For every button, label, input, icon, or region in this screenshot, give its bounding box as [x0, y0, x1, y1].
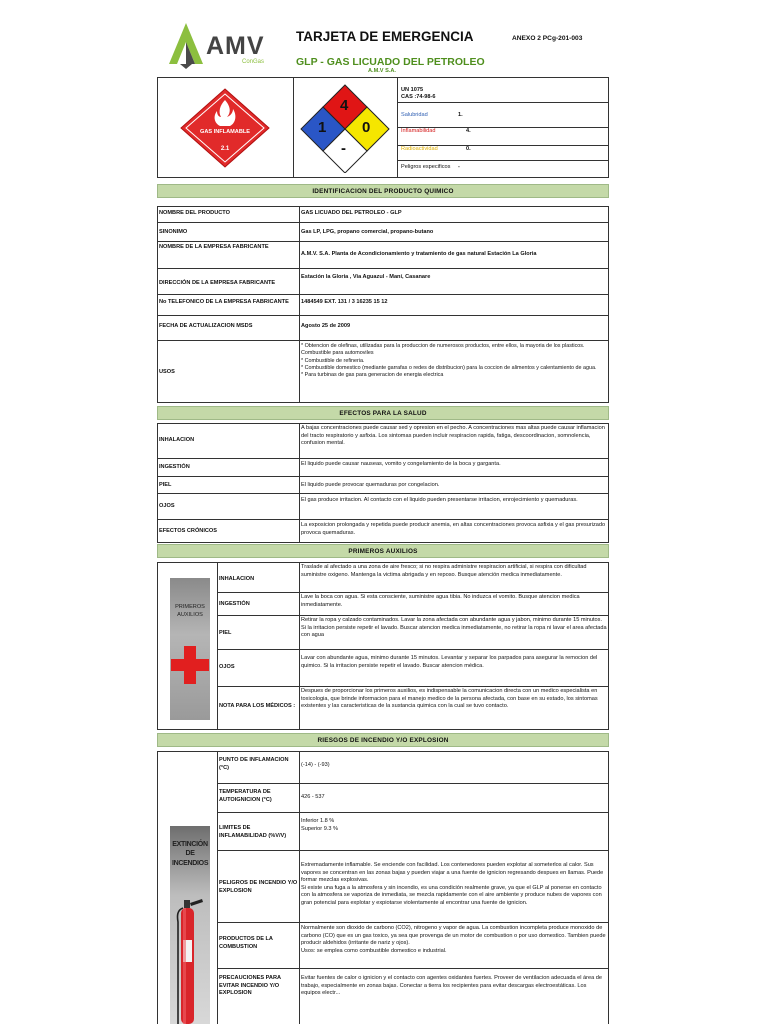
rating-label-radioactivity: Radioactividad — [401, 146, 438, 152]
health-label-skin: PIEL — [159, 482, 172, 488]
section-heading-health: EFECTOS PARA LA SALUD — [157, 406, 609, 420]
first-aid-side-panel — [170, 578, 210, 720]
id-label-address: DIRECCIÓN DE LA EMPRESA FABRICANTE — [159, 280, 276, 286]
fire-value-precautions: Evitar fuentes de calor o ignicion y el contacto con agentes oxidantes fuertes. Proveer de ventilacion adecuada el área de trabajo, especialmente en zonas bajas. Conectar a tierra los recipientes para evitar descargas electroestáticas. Los equipos electr... — [301, 975, 603, 997]
divider — [217, 812, 609, 813]
flammable-diamond-icon — [180, 88, 270, 168]
id-value-phone: 1484549 EXT. 131 / 3 16235 15 12 — [301, 299, 388, 305]
nfpa-reactivity: 0 — [362, 119, 371, 136]
divider — [157, 222, 609, 223]
fire-label-flammability-limits: LIMITES DE INFLAMABILIDAD (%V/V) — [219, 825, 287, 839]
divider — [217, 850, 609, 851]
rating-label-health: Salubridad — [401, 112, 428, 118]
health-label-chronic: EFECTOS CRÓNICOS — [159, 528, 218, 534]
divider — [157, 493, 609, 494]
divider — [299, 562, 300, 730]
divider — [217, 615, 609, 616]
fire-label-flash-point: PUNTO DE INFLAMACION (°C) — [219, 757, 289, 771]
rating-value-flammability: 4. — [466, 128, 471, 134]
placard-label: GAS INFLAMABLE — [199, 129, 251, 135]
nfpa-diamond — [300, 83, 390, 173]
fire-side-label: EXTINCIÓN DE INCENDIOS — [172, 841, 209, 867]
annex-code: ANEXO 2 PCg-201-003 — [512, 35, 583, 42]
rating-value-health: 1. — [458, 112, 463, 118]
divider — [293, 77, 294, 178]
first-aid-value-skin: Retirar la ropa y calzado contaminados. Lavar la zona afectada con abundante agua y jabon, minimo durante 15 minutos. Si la irritacion persiste repetir el lavado. Buscar atencion medica inmediatamente, no retirar la ropa ni lavar el area afectada con agua — [301, 617, 607, 639]
first-aid-label-eyes: OJOS — [219, 664, 235, 670]
un-number: UN 1075 — [401, 87, 424, 93]
fire-label-hazards: PELIGROS DE INCENDIO Y/O EXPLOSION — [219, 880, 298, 894]
divider — [217, 649, 609, 650]
red-cross-bar — [171, 659, 209, 671]
divider — [217, 968, 609, 969]
id-label-product: NOMBRE DEL PRODUCTO — [159, 210, 230, 216]
nfpa-health: 1 — [318, 119, 327, 136]
fire-value-flammability-limits: Inferior 1.8 % Superior 9.3 % — [301, 818, 339, 832]
fire-extinguishing-side-panel — [170, 826, 210, 1024]
flammable-gas-placard — [180, 88, 270, 168]
first-aid-value-doctors-note: Despues de proporcionar los primeros auxilios, es indispensable la comunicacion directa con un medico especialista en toxicologia, que brinde informacion para el manejo medico de la persona afectada, con base en su estado, los sintomas existentes y las caracteristicas de la sustancia quimica con la cual se tuvo contacto. — [301, 688, 598, 710]
first-aid-value-ingestion: Lave la boca con agua. Si esta consciente, suministre agua tibia. No induzca el vomito. Busque atencion medica inmediatamente. — [301, 594, 580, 608]
id-label-synonym: SINONIMO — [159, 229, 188, 235]
divider — [157, 519, 609, 520]
divider — [157, 294, 609, 295]
id-label-phone: No TELEFONICO DE LA EMPRESA FABRICANTE — [159, 299, 289, 305]
health-value-ingestion: El liquido puede causar nauseas, vomito y congelamiento de la boca y garganta. — [301, 461, 501, 467]
divider — [217, 783, 609, 784]
id-label-date: FECHA DE ACTUALIZACION MSDS — [159, 323, 253, 329]
logo-text: AMV — [206, 32, 265, 60]
section-heading-first-aid: PRIMEROS AUXILIOS — [157, 544, 609, 558]
divider — [217, 592, 609, 593]
fire-value-combustion-products: Normalmente son dioxido de carbono (CO2), nitrogeno y vapor de agua. La combustion incompleta produce monoxido de carbono (CO) que es un gas toxico, ya sea que provenga de un motor de combustion o por uso domestico. Tambien puede producir aldehidos (irritante de nariz y ojos). Usos: se emplea como combustible domestico e industrial. — [301, 925, 606, 954]
divider — [157, 476, 609, 477]
rating-label-special: Peligros especificos — [401, 164, 451, 170]
fire-label-precautions: PRECAUCIONES PARA EVITAR INCENDIO Y/O EXPLOSION — [219, 975, 281, 997]
first-aid-label-doctors-note: NOTA PARA LOS MÉDICOS : — [219, 703, 296, 709]
divider — [217, 686, 609, 687]
divider — [157, 268, 609, 269]
first-aid-label-ingestion: INGESTIÓN — [219, 601, 250, 607]
health-label-ingestion: INGESTIÓN — [159, 464, 190, 470]
divider — [397, 160, 609, 161]
uses-list — [301, 343, 607, 379]
amv-logo-icon — [166, 20, 206, 70]
first-aid-side-label: PRIMEROS AUXILIOS — [175, 604, 205, 618]
cas-number: CAS :74-98-6 — [401, 94, 436, 100]
company-logo — [166, 20, 286, 72]
divider — [157, 315, 609, 316]
nfpa-special: - — [341, 140, 346, 157]
rating-value-radioactivity: 0. — [466, 146, 471, 152]
divider — [157, 340, 609, 341]
divider — [217, 562, 218, 730]
rating-value-special: - — [458, 164, 460, 170]
id-value-date: Agosto 25 de 2009 — [301, 323, 351, 329]
id-value-product: GAS LICUADO DEL PETROLEO - GLP — [301, 210, 402, 216]
fire-label-autoignition: TEMPERATURA DE AUTOIGNICION (°C) — [219, 789, 272, 803]
first-aid-label-inhalation: INHALACION — [219, 576, 255, 582]
fire-value-hazards: Extremadamente inflamable. Se enciende con facilidad. Los contenedores pueden explotar al someterlos al calor. Sus vapores se concentran en las zonas bajas y pueden viajar a una fuente de ignicion regresando despues en llamas. Puede formar mezclas explosivas. Si existe una fuga a la atmosfera y sin incendio, es una condición realmente grave, ya que el GLP al ponerse en contacto con la atmosfera se vaporiza de inmediata, se mezcla rapidamente con el aire ambiente y produce nubes de vapores con gran potencial para explotar y expiotarse violentamente al encontrar una fuente de ignicion. — [301, 862, 604, 906]
page-title: TARJETA DE EMERGENCIA — [296, 29, 474, 44]
fire-label-combustion-products: PRODUCTOS DE LA COMBUSTION — [219, 936, 273, 950]
first-aid-label-skin: PIEL — [219, 630, 232, 636]
divider — [299, 206, 300, 403]
divider — [217, 751, 218, 1024]
fire-extinguisher-icon — [174, 896, 208, 1024]
fire-value-flash-point: (-14) - (-93) — [301, 762, 330, 768]
health-label-eyes: OJOS — [159, 503, 175, 509]
logo-subtext: ConGas — [242, 59, 265, 65]
product-title: GLP - GAS LICUADO DEL PETROLEO — [296, 56, 485, 68]
id-label-uses: USOS — [159, 369, 175, 375]
section-heading-identification: IDENTIFICACION DEL PRODUCTO QUIMICO — [157, 184, 609, 198]
rating-label-flammability: Inflamabilidad — [401, 128, 436, 134]
placard-class: 2.1 — [220, 146, 230, 152]
health-value-skin: El liquido puede provocar quemaduras por congelacion. — [301, 482, 440, 488]
first-aid-value-inhalation: Traslade al afectado a una zona de aire fresco; si no respira administre respiracion artificial, si respira con dificultad suministre oxigeno. Mantenga la victima abrigada y en reposo. Busque atención medica inmediatamente. — [301, 564, 587, 578]
health-value-chronic: La exposicion prolongada y repetida puede producir anemia, en altas concentraciones provoca asfixia y el gas presurizado provoca quemaduras. — [301, 522, 606, 536]
divider — [157, 241, 609, 242]
id-value-synonym: Gas LP, LPG, propano comercial, propano-butano — [301, 229, 434, 235]
nfpa-flammability: 4 — [340, 97, 349, 114]
uses-item: * Para turbinas de gas para generacion de energia electrica — [301, 372, 444, 379]
health-value-eyes: El gas produce irritacion. Al contacto con el liquido pueden presentarse irritacion, enrojecimiento y quemaduras. — [301, 497, 578, 503]
uses-item: Combustible para automoviles — [301, 350, 374, 357]
divider — [299, 751, 300, 1024]
id-label-manufacturer: NOMBRE DE LA EMPRESA FABRICANTE — [159, 244, 269, 250]
divider — [397, 102, 609, 103]
health-label-inhalation: INHALACION — [159, 437, 195, 443]
divider — [217, 922, 609, 923]
section-heading-fire: RIESGOS DE INCENDIO Y/O EXPLOSION — [157, 733, 609, 747]
id-value-address: Estación la Gloria , Via Aguazul - Maní, Casanare — [301, 274, 431, 280]
first-aid-value-eyes: Lavar con abundante agua, minimo durante 15 minutos. Levantar y separar los parpados para asegurar la remocion del quimico. Si la irritacion persiste repetir el lavado. Buscar atencion médica. — [301, 655, 598, 669]
divider — [299, 423, 300, 543]
health-value-inhalation: A bajas concentraciones puede causar sed y opresion en el pecho. A concentraciones mas altas puede causar inflamacion del tracto respiratorio y asfixia. Los sintomas pueden incluir respiracion rapida, fatiga, descoordinacion, somnolencia, confusion mental. — [301, 425, 605, 447]
uses-item: * Combustible de refineria. — [301, 357, 365, 364]
fire-value-autoignition: 426 - 537 — [301, 794, 325, 800]
uses-item: * Combustible domestico (mediante garrafas o redes de distribucion) para la coccion de alimentos y calentamiento de agua. — [301, 364, 597, 371]
id-value-manufacturer: A.M.V. S.A. Planta de Acondicionamiento y tratamiento de gas natural Estación La Gloria — [301, 251, 537, 257]
company-name: A.M.V S.A. — [368, 68, 396, 74]
divider — [157, 458, 609, 459]
uses-item: * Obtencion de olefinas, utilizadas para la produccion de numerosos productos, entre ellos, la mayoria de los plasticos. — [301, 343, 585, 349]
